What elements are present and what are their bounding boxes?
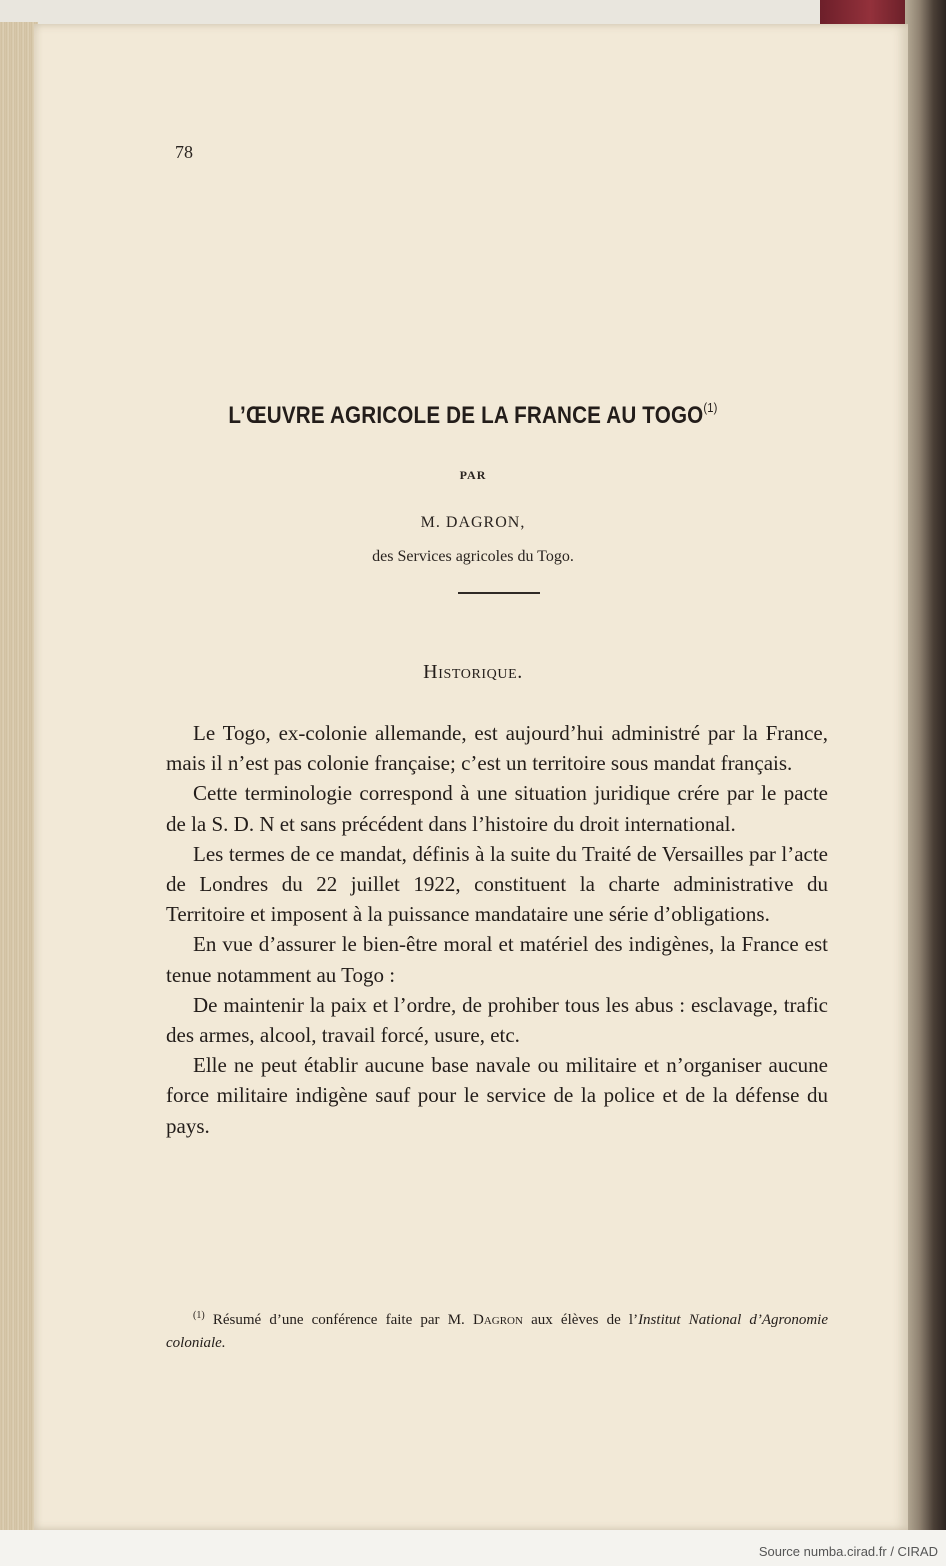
body-paragraph: De maintenir la paix et l’ordre, de prohiber tous les abus : esclavage, trafic des armes, alcool, travail forcé, usure, etc.: [166, 992, 828, 1048]
body-paragraph: Les termes de ce mandat, définis à la suite du Traité de Versailles par l’acte de Londres du 22 juillet 1922, constituent la charte administrative du Territoire et imposent à la puissance mandataire une série d’obligations.: [166, 841, 828, 927]
footnote: [166, 1304, 828, 1355]
title-text: L’ŒUVRE AGRICOLE DE LA FRANCE AU TOGO: [228, 402, 704, 429]
section-heading: Historique.: [423, 661, 523, 683]
footnote-text-before: Résumé d’une conférence faite par M.: [212, 1312, 465, 1328]
page-stack-edge: [0, 22, 38, 1530]
author-affiliation: des Services agricoles du Togo.: [372, 548, 574, 565]
article-title: [66, 400, 880, 430]
by-line: PAR: [459, 468, 487, 482]
footnote-marker: (1): [193, 1310, 205, 1321]
title-separator-rule: [458, 592, 540, 594]
article-body: [166, 718, 828, 1141]
body-paragraph: Cette terminologie correspond à une situation juridique crére par le pacte de la S. D. N et sans précédent dans l’histoire du droit international.: [166, 781, 828, 836]
body-paragraph: Le Togo, ex-colonie allemande, est aujourd’hui administré par la France, mais il n’est pas colonie française; c’est un territoire sous mandat français.: [166, 721, 828, 776]
body-paragraph: Elle ne peut établir aucune base navale ou militaire et n’organiser aucune force militaire indigène sauf pour le service de la police et de la défense du pays.: [166, 1053, 828, 1138]
body-paragraph: En vue d’assurer le bien-être moral et matériel des indigènes, la France est tenue notamment au Togo :: [166, 932, 828, 987]
page-number: 78: [175, 142, 193, 162]
footnote-author-name: Dagron: [472, 1312, 523, 1328]
book-binding: [905, 0, 946, 1530]
footnote-institution: Institut National d’Agronomie coloniale.: [166, 1312, 828, 1351]
footnote-text-middle: aux élèves de l’: [531, 1312, 639, 1328]
title-footnote-marker: (1): [703, 400, 718, 415]
author-name: M. DAGRON,: [420, 514, 526, 531]
source-credit: Source numba.cirad.fr / CIRAD: [758, 1544, 938, 1559]
